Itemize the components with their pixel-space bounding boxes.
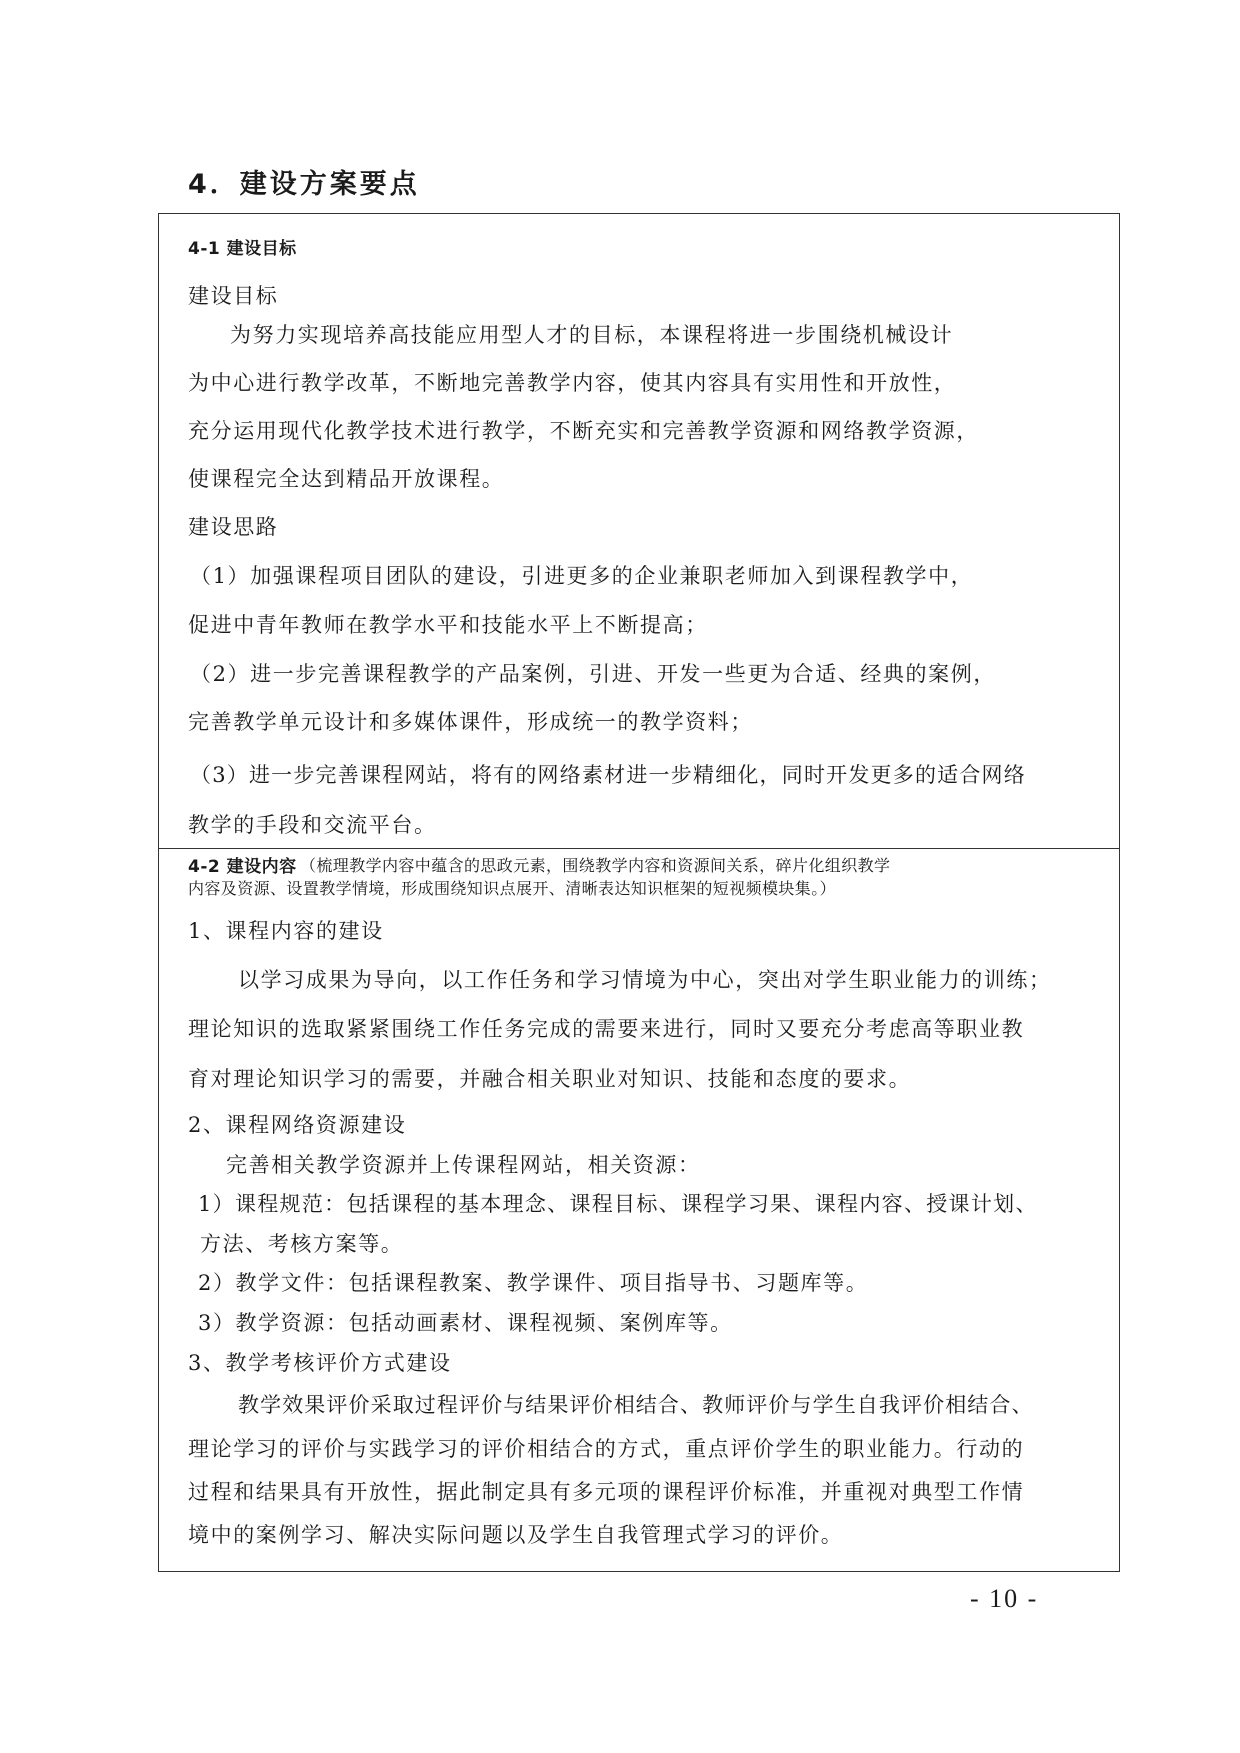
section-4-2-note: （梳理教学内容中蕴含的思政元素，围绕教学内容和资源间关系，碎片化组织教学 (300, 856, 891, 875)
paragraph-line: 为努力实现培养高技能应用型人才的目标，本课程将进一步围绕机械设计 (230, 323, 954, 347)
list-item-continuation: 教学的手段和交流平台。 (188, 813, 437, 837)
list-item: 1）课程规范：包括课程的基本理念、课程目标、课程学习果、课程内容、授课计划、 (198, 1192, 1038, 1216)
section-4-2-title: 4-2 建设内容 (188, 857, 297, 877)
paragraph-line: 境中的案例学习、解决实际问题以及学生自我管理式学习的评价。 (188, 1523, 844, 1547)
list-item: 2）教学文件：包括课程教案、教学课件、项目指导书、习题库等。 (198, 1271, 869, 1295)
section-heading: 4．建设方案要点 (188, 169, 420, 200)
section-4-1-title: 4-1 建设目标 (188, 239, 297, 259)
paragraph-line: 以学习成果为导向，以工作任务和学习情境为中心，突出对学生职业能力的训练； (238, 968, 1052, 992)
list-item: （3）进一步完善课程网站，将有的网络素材进一步精细化，同时开发更多的适合网络 (190, 763, 1026, 787)
subheading-goal: 建设目标 (188, 284, 279, 308)
list-item: （1）加强课程项目团队的建设，引进更多的企业兼职老师加入到课程教学中， (190, 564, 974, 588)
list-item-continuation: 促进中青年教师在教学水平和技能水平上不断提高； (188, 613, 708, 637)
paragraph-line: 完善相关教学资源并上传课程网站，相关资源： (226, 1153, 701, 1177)
list-item: （2）进一步完善课程教学的产品案例，引进、开发一些更为合适、经典的案例， (190, 662, 996, 686)
subheading-approach: 建设思路 (188, 515, 279, 539)
subheading-content: 1、课程内容的建设 (188, 919, 384, 943)
section-4-2-note: 内容及资源、设置教学情境，形成围绕知识点展开、清晰表达知识框架的短视频模块集。） (188, 879, 837, 898)
paragraph-line: 育对理论知识学习的需要，并融合相关职业对知识、技能和态度的要求。 (188, 1067, 912, 1091)
paragraph-line: 充分运用现代化教学技术进行教学，不断充实和完善教学资源和网络教学资源， (188, 419, 979, 443)
paragraph-line: 理论知识的选取紧紧围绕工作任务完成的需要来进行，同时又要充分考虑高等职业教 (188, 1017, 1025, 1041)
paragraph-line: 过程和结果具有开放性，据此制定具有多元项的课程评价标准，并重视对典型工作情 (188, 1480, 1025, 1504)
list-item-continuation: 方法、考核方案等。 (200, 1232, 404, 1256)
list-item-continuation: 完善教学单元设计和多媒体课件，形成统一的教学资料； (188, 710, 753, 734)
subheading-assessment: 3、教学考核评价方式建设 (188, 1351, 452, 1375)
paragraph-line: 为中心进行教学改革，不断地完善教学内容，使其内容具有实用性和开放性， (188, 371, 957, 395)
paragraph-line: 使课程完全达到精品开放课程。 (188, 467, 505, 491)
table-divider (158, 848, 1120, 849)
paragraph-line: 理论学习的评价与实践学习的评价相结合的方式，重点评价学生的职业能力。行动的 (188, 1437, 1025, 1461)
subheading-network: 2、课程网络资源建设 (188, 1113, 407, 1137)
paragraph-line: 教学效果评价采取过程评价与结果评价相结合、教师评价与学生自我评价相结合、 (238, 1393, 1034, 1417)
list-item: 3）教学资源：包括动画素材、课程视频、案例库等。 (198, 1311, 733, 1335)
page-number: - 10 - (970, 1584, 1039, 1613)
